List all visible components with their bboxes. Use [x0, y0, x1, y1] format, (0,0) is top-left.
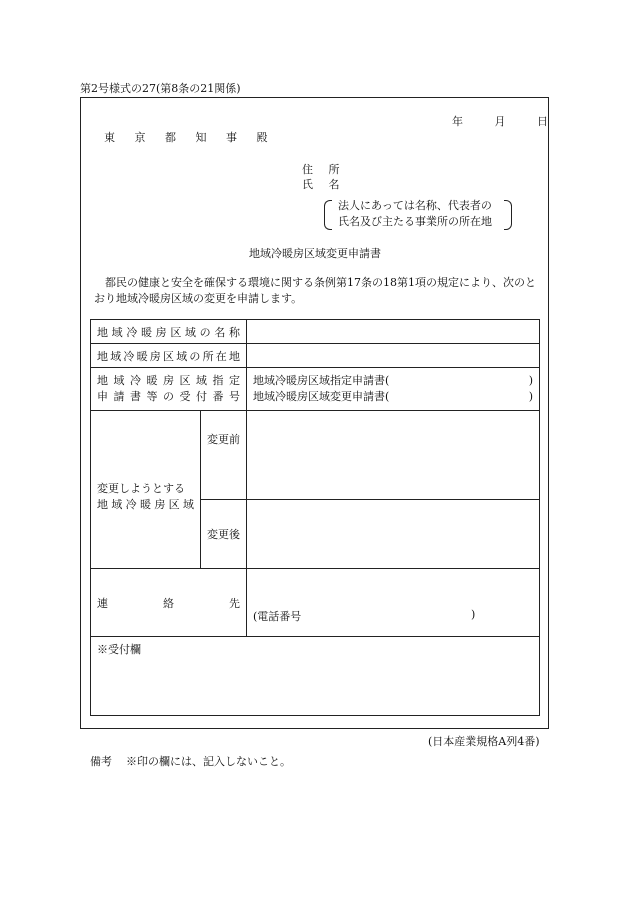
- phone-number-line: (電話番号 ): [253, 607, 476, 623]
- table-row: [91, 344, 540, 368]
- corporate-note-line2: 氏名及び主たる事業所の所在地: [338, 215, 492, 228]
- table-row: [91, 637, 540, 716]
- corporate-note-line1: 法人にあっては名称、代表者の: [338, 199, 492, 212]
- before-change-label: 変更前: [201, 411, 247, 500]
- change-area-label: 変更しようとする 地域冷暖房区域: [91, 411, 201, 569]
- form-number: 第2号様式の27(第8条の21関係): [80, 82, 241, 95]
- corporate-note: [330, 198, 508, 230]
- remarks-label: 備考: [90, 755, 112, 768]
- designation-application-line: 地域冷暖房区域指定申請書( ): [253, 374, 533, 387]
- table-row: [91, 368, 540, 411]
- area-location-field[interactable]: [247, 344, 540, 368]
- contact-label: 連 絡 先: [91, 569, 247, 637]
- paper-standard: (日本産業規格A列4番): [428, 735, 540, 748]
- applicant-name-label: 氏 名: [302, 178, 346, 191]
- remarks-text: ※印の欄には、記入しないこと。: [126, 755, 291, 768]
- area-name-field[interactable]: [247, 320, 540, 344]
- area-location-label: 地域冷暖房区域の所在地: [91, 344, 247, 368]
- before-change-field[interactable]: [247, 411, 540, 500]
- table-row: [91, 411, 540, 500]
- date-line: [452, 113, 548, 129]
- day-label: 日: [537, 115, 548, 128]
- left-bracket: [324, 200, 332, 230]
- applicant-address-label: 住 所: [302, 163, 346, 176]
- body-text: 都民の健康と安全を確保する環境に関する条例第17条の18第1項の規定により、次のとおり地域冷暖房区域の変更を申請します。: [94, 276, 536, 305]
- after-change-field[interactable]: [247, 500, 540, 569]
- area-name-label: 地域冷暖房区域の名称: [91, 320, 247, 344]
- document-title: 地域冷暖房区域変更申請書: [249, 247, 381, 260]
- application-table: [90, 319, 540, 716]
- receipt-number-label: 地域冷暖房区域指定 申請書等の受付番号: [91, 368, 247, 411]
- receipt-column: ※受付欄: [91, 637, 540, 716]
- contact-field[interactable]: [247, 569, 540, 637]
- table-row: [91, 569, 540, 637]
- after-change-label: 変更後: [201, 500, 247, 569]
- receipt-number-field[interactable]: [247, 368, 540, 411]
- year-label: 年: [452, 115, 463, 128]
- addressee: 東 京 都 知 事 殿: [104, 131, 276, 144]
- table-row: [91, 320, 540, 344]
- month-label: 月: [494, 115, 506, 128]
- remarks: [90, 753, 291, 769]
- change-application-line: 地域冷暖房区域変更申請書( ): [253, 390, 533, 403]
- right-bracket: [504, 200, 512, 230]
